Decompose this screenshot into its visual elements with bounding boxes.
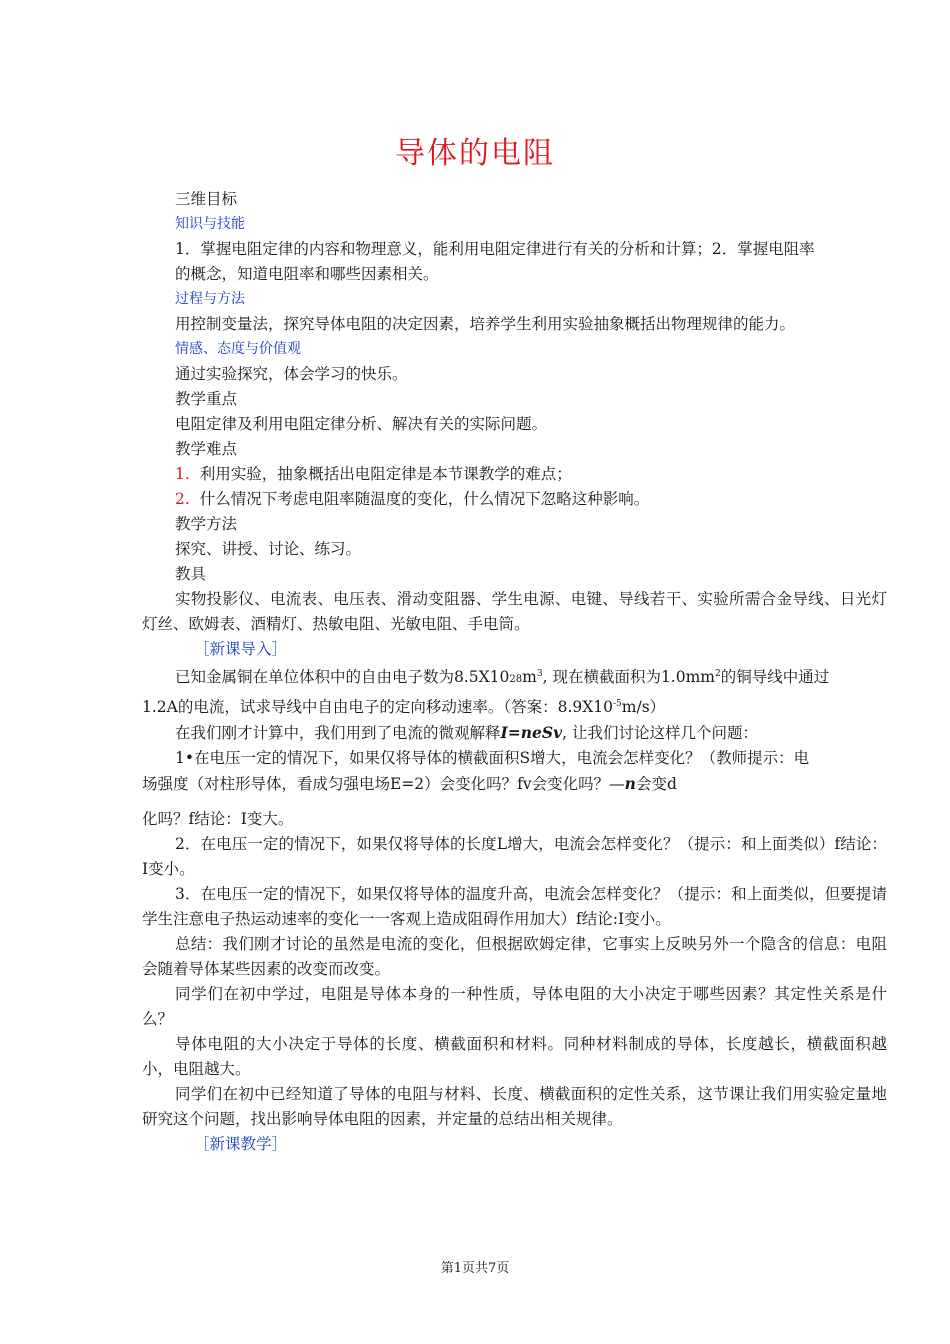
paragraph-problem: [142, 662, 887, 692]
text-span: 1.2A的电流，试求导线中自由电子的定向移动速率。（答案：8.9X10: [142, 698, 614, 717]
formula: I=neSv: [500, 723, 563, 743]
section-heading-objectives: 三维目标: [175, 190, 238, 208]
section-heading-difficulties: 教学难点: [175, 440, 238, 458]
text-key-points: 电阻定律及利用电阻定律分析、解决有关的实际问题。: [175, 415, 548, 433]
superscript: -5: [613, 699, 622, 710]
text-knowledge-1: 1．掌握电阻定律的内容和物理意义，能利用电阻定律进行有关的分析和计算；2．掌握电阻率: [175, 240, 815, 258]
text-span: m: [522, 668, 537, 687]
page-title: 导体的电阻: [395, 136, 555, 171]
document-body: [142, 187, 887, 1157]
paragraph-summary: 总结：我们刚才讨论的虽然是电流的变化，但根据欧姆定律，它事实上反映另外一个隐含的信息：电阻会随着导体某些因素的改变而改变。: [142, 935, 887, 979]
text-span: 的铜导线中通过: [720, 668, 830, 687]
section-bracket-intro: ［新课导入］: [194, 640, 288, 658]
section-heading-equipment: 教具: [175, 565, 207, 583]
list-number: 2.: [175, 490, 190, 508]
list-item: [142, 487, 887, 512]
text-emotion: 通过实验探究，体会学习的快乐。: [175, 365, 408, 383]
paragraph-formula: [142, 720, 887, 746]
text-span: 已知金属铜在单位体积中的自由电子数为8.5X10: [175, 668, 510, 687]
text-span: 场强度（对柱形导体，看成匀强电场E=2）会变化吗？fv会变化吗？—: [142, 775, 625, 794]
superscript: 2: [715, 669, 721, 679]
spacer: [142, 797, 887, 807]
paragraph-question-1-end: 化吗？f结论：I变大。: [142, 810, 294, 829]
text-span: , 现在横截面积为1.0mm: [542, 668, 715, 687]
formula: n: [624, 774, 636, 794]
list-item-text: 利用实验，抽象概括出电阻定律是本节课教学的难点；: [199, 465, 572, 483]
page-number: 第1页共7页: [440, 1261, 510, 1276]
text-span: m/s）: [621, 698, 666, 717]
text-equipment: 实物投影仪、电流表、电压表、滑动变阻器、学生电源、电键、导线若干、实验所需合金导线、日光灯灯丝、欧姆表、酒精灯、热敏电阻、光敏电阻、手电筒。: [142, 590, 887, 633]
paragraph-question-2: 2．在电压一定的情况下，如果仅将导体的长度L增大，电流会怎样变化？（提示：和上面类似）f结论：I变小。: [142, 835, 887, 879]
section-heading-key-points: 教学重点: [175, 390, 238, 408]
text-span: 在我们刚才计算中，我们用到了电流的微观解释: [175, 724, 501, 743]
text-methods: 探究、讲授、讨论、练习。: [175, 540, 362, 558]
superscript: 3: [536, 669, 543, 679]
text-span: 1•在电压一定的情况下，如果仅将导体的横截面积S增大，电流会怎样变化？（教师提示：电: [175, 749, 810, 768]
text-knowledge-2: 的概念，知道电阻率和哪些因素相关。: [175, 265, 439, 283]
subheading-knowledge: 知识与技能: [175, 216, 245, 232]
paragraph-question-4: 同学们在初中学过，电阻是导体本身的一种性质，导体电阻的大小决定于哪些因素？其定性关系是什么？: [142, 985, 887, 1029]
paragraph-lesson-goal: 同学们在初中已经知道了导体的电阻与材料、长度、横截面积的定性关系，这节课让我们用实验定量地研究这个问题，找出影响导体电阻的因素，并定量的总结出相关规律。: [142, 1085, 887, 1129]
subheading-process: 过程与方法: [175, 291, 245, 307]
paragraph-question-1-cont: [142, 771, 887, 797]
paragraph-problem-cont: [142, 692, 887, 720]
subheading-emotion: 情感、态度与价值观: [175, 341, 301, 357]
list-item-text: 什么情况下考虑电阻率随温度的变化，什么情况下忽略这种影响。: [199, 490, 650, 508]
paragraph-question-1: [142, 746, 887, 771]
text-process: 用控制变量法，探究导体电阻的决定因素，培养学生利用实验抽象概括出物理规律的能力。: [175, 315, 796, 333]
text-span: 会变d: [635, 775, 677, 794]
list-item: [142, 462, 887, 487]
paragraph-question-3: 3．在电压一定的情况下，如果仅将导体的温度升高，电流会怎样变化？（提示：和上面类似，但要提请学生注意电子热运动速率的变化一一客观上造成阻碍作用加大）f结论:I变小。: [142, 885, 887, 929]
section-heading-methods: 教学方法: [175, 515, 238, 533]
list-number: 1.: [175, 465, 190, 483]
paragraph-answer: 导体电阻的大小决定于导体的长度、横截面积和材料。同种材料制成的导体，长度越长，横截面积越小，电阻越大。: [142, 1035, 887, 1079]
text-span: 28: [509, 674, 523, 686]
text-span: , 让我们讨论这样几个问题：: [562, 724, 758, 743]
section-bracket-teaching: ［新课教学］: [194, 1135, 288, 1154]
